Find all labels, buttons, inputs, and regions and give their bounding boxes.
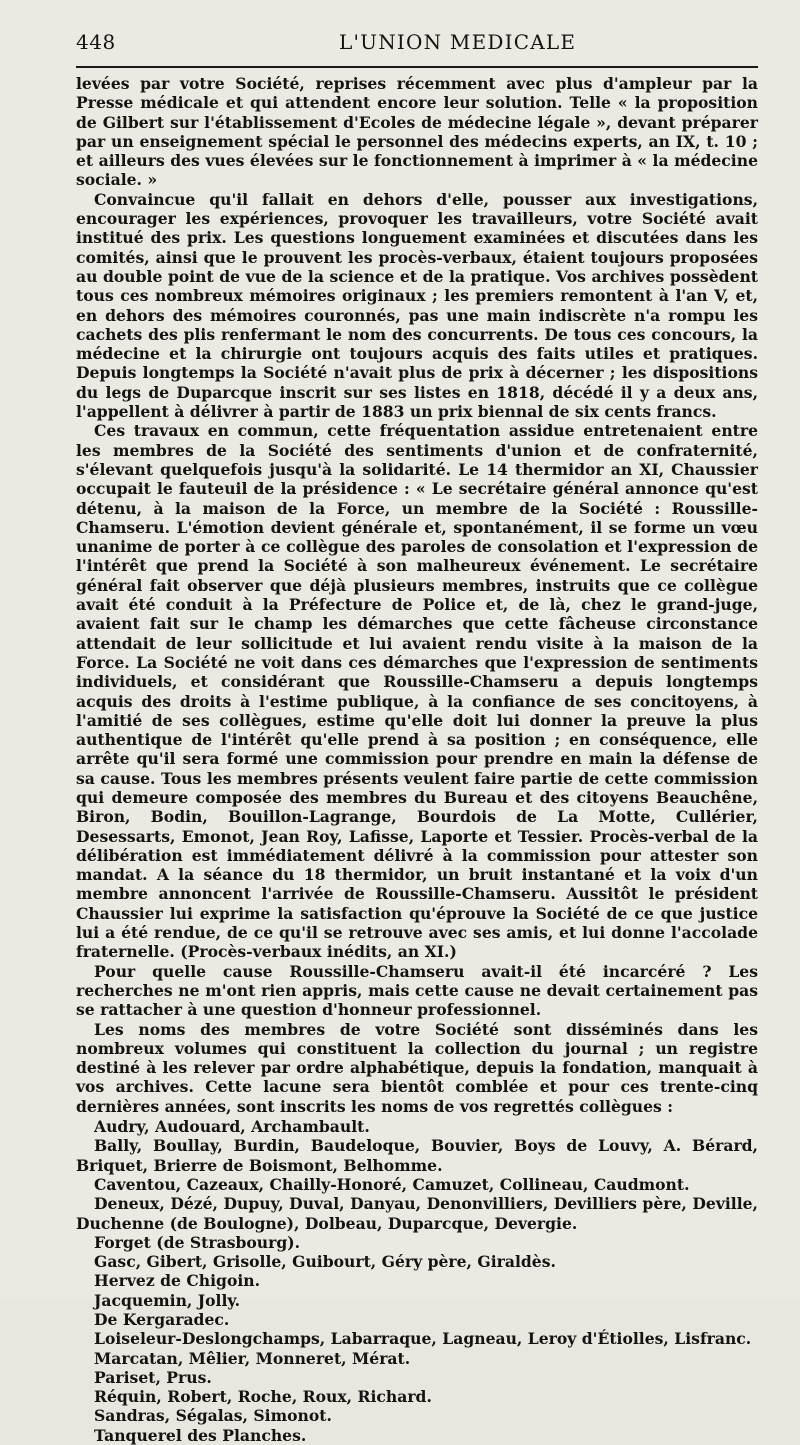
header-rule xyxy=(76,66,758,68)
member-name-list xyxy=(76,1117,758,1445)
member-names-m: Marcatan, Mêlier, Monneret, Mérat. xyxy=(94,1348,411,1368)
running-head xyxy=(76,30,758,60)
member-names-h: Hervez de Chigoin. xyxy=(94,1271,261,1291)
member-names-j: Jacquemin, Jolly. xyxy=(94,1290,241,1310)
member-names-a: Audry, Audouard, Archambault. xyxy=(94,1117,370,1137)
paragraph: Ces travaux en commun, cette fréquentation assidue entretenaient entre les membres de la Société des sentiments d'union et de confraternité, s'élevant quelquefois jusqu'à la solidarité. Le 14 thermidor an XI, Chaussier occupait le fauteuil de la présidence : « Le secrétaire général annonce qu'est détenu, à la maison de la Force, un membre de la Société : Roussille-Chamseru. L'émotion devient générale et, spontanément, il se forme un vœu unanime de porter à ce collègue des paroles de consolation et l'expression de l'intérêt que prend la Société à son malheureux événement. Le secrétaire général fait observer que déjà plusieurs membres, instruits que ce collègue avait été conduit à la Préfecture de Police et, de là, chez le grand-juge, avaient fait sur le champ les démarches que cette fâcheuse circonstance attendait de leur sollicitude et lui avaient rendu visite à la maison de la Force. La Société ne voit dans ces démarches que l'expression de sentiments individuels, et considérant que Roussille-Chamseru a depuis longtemps acquis des droits à l'estime publique, à la confiance de ses concitoyens, à l'amitié de ses collègues, estime qu'elle doit lui donner la preuve la plus authentique de l'intérêt qu'elle prend à sa position ; en conséquence, elle arrête qu'il sera formé une commission pour prendre en main la défense de sa cause. Tous les membres présents veulent faire partie de cette commission qui demeure composée des membres du Bureau et des citoyens Beauchêne, Biron, Bodin, Bouillon-Lagrange, Bourdois de La Motte, Cullérier, Desessarts, Emonot, Jean Roy, Lafisse, Laporte et Tessier. Procès-verbal de la délibération est immédiatement délivré à la commission pour attester son mandat. A la séance du 18 thermidor, un bruit instantané et la voix d'un membre annoncent l'arrivée de Roussille-Chamseru. Aussitôt le président Chaussier lui exprime la satisfaction qu'éprouve la Société de ce que justice lui a été rendue, de ce qu'il se retrouve avec ses amis, et lui donne l'accolade fraternelle. (Procès-verbaux inédits, an XI.) xyxy=(76,421,758,962)
journal-title: L'UNION MEDICALE xyxy=(339,30,577,54)
member-names-t: Tanquerel des Planches. xyxy=(94,1425,307,1445)
page-number: 448 xyxy=(76,30,116,54)
member-names-f: Forget (de Strasbourg). xyxy=(94,1232,301,1252)
paragraph: levées par votre Société, reprises récemment avec plus d'ampleur par la Presse médicale et qui attendent encore leur solution. Telle « la proposition de Gilbert sur l'établissement d'Ecoles de médecine légale », devant préparer par un enseignement spécial le personnel des médecins experts, an IX, t. 10 ; et ailleurs des vues élevées sur le fonctionnement à imprimer à « la médecine sociale. » xyxy=(76,74,758,190)
member-names-b: Bally, Boullay, Burdin, Baudeloque, Bouvier, Boys de Louvy, A. Bérard, Briquet, Brierre de Boismont, Belhomme. xyxy=(76,1136,758,1175)
member-names-g: Gasc, Gibert, Grisolle, Guibourt, Géry père, Giraldès. xyxy=(94,1252,556,1272)
member-names-p: Pariset, Prus. xyxy=(94,1367,212,1387)
article-body xyxy=(76,74,758,1445)
paragraph: Convaincue qu'il fallait en dehors d'elle, pousser aux investigations, encourager les expériences, provoquer les travailleurs, votre Société avait institué des prix. Les questions longuement examinées et discutées dans les comités, ainsi que le prouvent les procès-verbaux, étaient toujours proposées au double point de vue de la science et de la pratique. Vos archives possèdent tous ces nombreux mémoires originaux ; les premiers remontent à l'an V, et, en dehors des mémoires couronnés, pas une main indiscrète n'a rompu les cachets des plis renfermant le nom des concurrents. De tous ces concours, la médecine et la chirurgie ont toujours acquis des faits utiles et pratiques. Depuis longtemps la Société n'avait plus de prix à décerner ; les dispositions du legs de Duparcque inscrit sur ses listes en 1818, décédé il y a deux ans, l'appellent à délivrer à partir de 1883 un prix biennal de six cents francs. xyxy=(76,189,758,422)
member-names-k: De Kergaradec. xyxy=(94,1310,230,1329)
paragraph: Les noms des membres de votre Société sont disséminés dans les nombreux volumes qui constituent la collection du journal ; un registre destiné à les relever par ordre alphabétique, depuis la fondation, manquait à vos archives. Cette lacune sera bientôt comblée et pour ces trente-cinq dernières années, sont inscrits les noms de vos regrettés collègues : xyxy=(76,1019,758,1116)
member-names-c: Caventou, Cazeaux, Chailly-Honoré, Camuzet, Collineau, Caudmont. xyxy=(94,1174,690,1194)
member-names-d: Deneux, Dézé, Dupuy, Duval, Danyau, Denonvilliers, Devilliers père, Deville, Duchenne (de Boulogne), Dolbeau, Duparcque, Devergie. xyxy=(76,1194,758,1233)
member-names-l: Loiseleur-Deslongchamps, Labarraque, Lagneau, Leroy d'Étiolles, Lisfranc. xyxy=(94,1329,752,1349)
paragraph: Pour quelle cause Roussille-Chamseru avait-il été incarcéré ? Les recherches ne m'ont rien appris, mais cette cause ne devait certainement pas se rattacher à une question d'honneur professionnel. xyxy=(76,961,758,1020)
member-names-r: Réquin, Robert, Roche, Roux, Richard. xyxy=(94,1387,432,1407)
member-names-s: Sandras, Ségalas, Simonot. xyxy=(94,1406,332,1426)
